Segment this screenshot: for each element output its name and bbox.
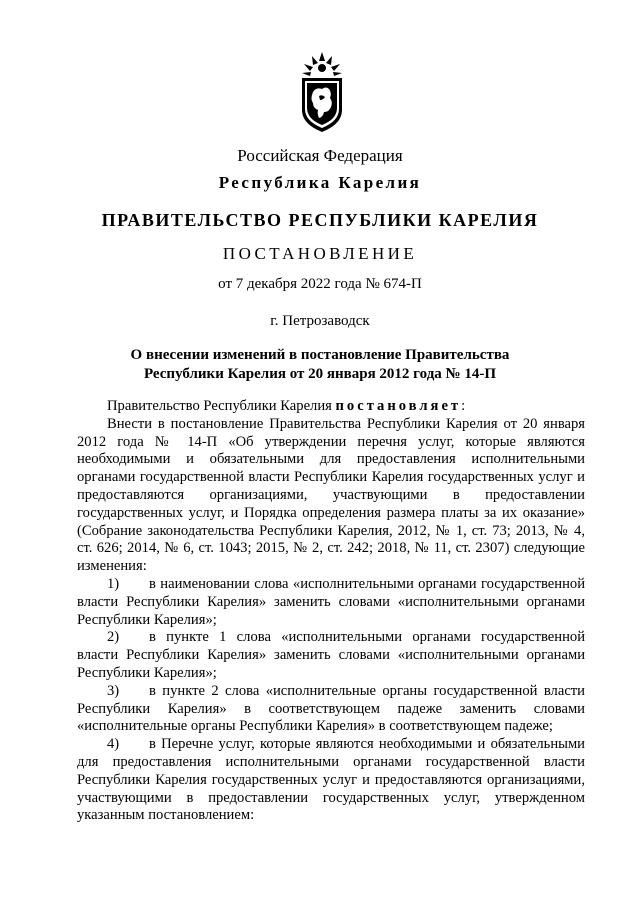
document-city: г. Петрозаводск: [270, 313, 370, 329]
subject-line-1: О внесении изменений в постановление Правительства: [130, 347, 510, 363]
intro-suffix: :: [461, 398, 466, 414]
list-item: [77, 736, 585, 825]
document-body: [77, 398, 585, 825]
list-item-number: 1): [107, 575, 120, 592]
list-item: [77, 576, 585, 629]
subject-line-2: Республики Карелия от 20 января 2012 года № 14-П: [143, 366, 497, 382]
list-item-text: в Перечне услуг, которые являются необходимыми и обязательными для предоставления исполнительными органами государственной власти Республики Карелия государственных услуг и предоставляются организациями, участвующими в предоставлении государственных услуг, утвержденном указанным постановлением:: [77, 736, 585, 824]
document-date-number: от 7 декабря 2022 года № 674-П: [218, 276, 422, 292]
list-item-text: в наименовании слова «исполнительными органами государственной власти Республики Карелия» заменить словами «исполнительными органами Республики Карелия»;: [77, 575, 585, 628]
list-item-number: 3): [107, 682, 120, 699]
document-subject: [0, 346, 640, 384]
government-name: ПРАВИТЕЛЬСТВО РЕСПУБЛИКИ КАРЕЛИЯ: [101, 210, 539, 230]
main-paragraph: Внести в постановление Правительства Республики Карелия от 20 января 2012 года № 14-П «Об утверждении перечня услуг, которые являются необходимыми и обязательными для предоставления исполнительными органами государственной власти Республики Карелия государственных услуг и предоставляются организациями, участвующими в предоставлении государственных услуг, и Порядка определения размера платы за их оказание» (Собрание законодательства Республики Карелия, 2012, № 1, ст. 73; 2013, № 4, ст. 626; 2014, № 6, ст. 1043; 2015, № 2, ст. 242; 2018, № 11, ст. 2307) следующие изменения:: [77, 415, 585, 575]
list-item-text: в пункте 2 слова «исполнительные органы государственной власти Республики Карелия» в соответствующем падеже заменить словами «исполнительные органы Республики Карелия» в соответствующем падеже;: [77, 682, 585, 735]
list-item-text: в пункте 1 слова «исполнительными органами государственной власти Республики Карелия» заменить словами «исполнительными органами Республики Карелия»;: [77, 629, 585, 681]
list-item-number: 2): [107, 629, 120, 646]
list-item: [77, 629, 585, 682]
karelia-coat-of-arms-icon: [296, 52, 348, 134]
intro-paragraph: [77, 398, 585, 416]
document-type: ПОСТАНОВЛЕНИЕ: [222, 244, 418, 263]
intro-emphasis: постановляет: [335, 398, 462, 414]
intro-prefix: Правительство Республики Карелия: [107, 398, 336, 414]
list-item-number: 4): [107, 736, 120, 753]
country-name: Российская Федерация: [237, 146, 403, 165]
republic-name: Республика Карелия: [218, 173, 422, 192]
list-item: [77, 683, 585, 736]
